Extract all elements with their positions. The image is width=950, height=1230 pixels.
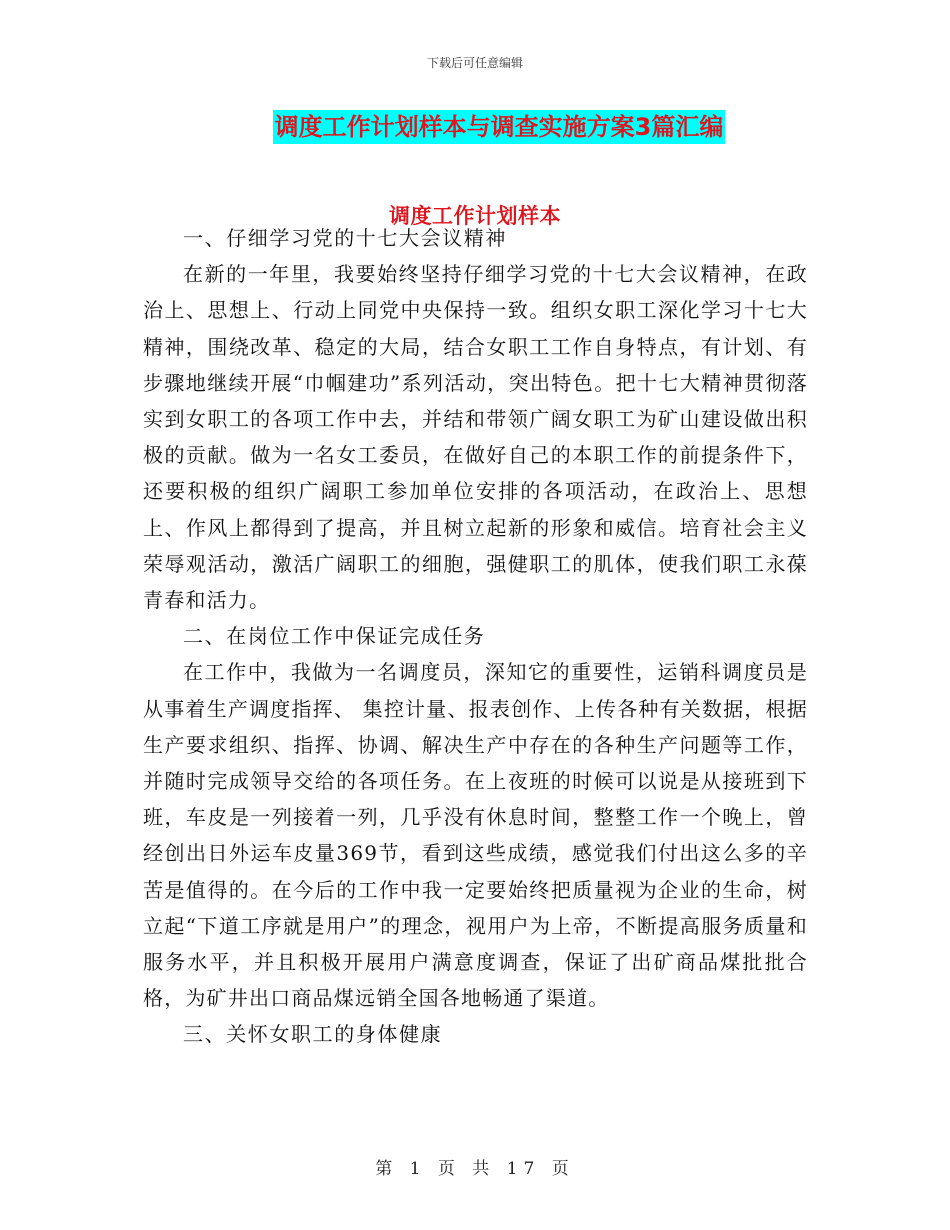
header-note: 下载后可任意编辑 bbox=[426, 56, 523, 70]
document-body bbox=[143, 220, 808, 1053]
section-heading-2: 二、在岗位工作中保证完成任务 bbox=[183, 624, 486, 649]
paragraph-1: 在新的一年里，我要始终坚持仔细学习党的十七大会议精神，在政治上、思想上、行动上同党中央保持一致。组织女职工深化学习十七大精神，围绕改革、稳定的大局，结合女职工工作自身特点，有计划、有步骤地继续开展“巾帼建功”系列活动，突出特色。把十七大精神贯彻落实到女职工的各项工作中去，并结和带领广阔女职工为矿山建设做出积极的贡献。做为一名女工委员，在做好自己的本职工作的前提条件下，还要积极的组织广阔职工参加单位安排的各项活动，在政治上、思想上、作风上都得到了提高，并且树立起新的形象和威信。培育社会主义荣辱观活动，激活广阔职工的细胞，强健职工的肌体，使我们职工永葆青春和活力。 bbox=[143, 262, 808, 613]
paragraph-2: 在工作中，我做为一名调度员，深知它的重要性，运销科调度员是从事着生产调度指挥、 集控计量、报表创作、上传各种有关数据，根据生产要求组织、指挥、协调、解决生产中存在的各种生产问题等工作，并随时完成领导交给的各项任务。在上夜班的时候可以说是从接班到下班，车皮是一列接着一列，几乎没有休息时间，整整工作一个晚上，曾经创出日外运车皮量369节，看到这些成绩，感觉我们付出这么多的辛苦是值得的。在今后的工作中我一定要始终把质量视为企业的生命，树立起“下道工序就是用户”的理念，视用户为上帝，不断提高服务质量和服务水平，并且积极开展用户满意度调查，保证了出矿商品煤批批合格，为矿井出口商品煤远销全国各地畅通了渠道。 bbox=[143, 660, 808, 1011]
document-title-wrap bbox=[0, 110, 950, 144]
page-footer: 第 1 页 共 17 页 bbox=[375, 1159, 575, 1179]
section-heading-3: 三、关怀女职工的身体健康 bbox=[183, 1022, 443, 1047]
section-title: 调度工作计划样本 bbox=[389, 204, 561, 228]
section-heading-1: 一、仔细学习党的十七大会议精神 bbox=[183, 226, 507, 250]
document-title: 调度工作计划样本与调查实施方案3篇汇编 bbox=[273, 110, 726, 144]
